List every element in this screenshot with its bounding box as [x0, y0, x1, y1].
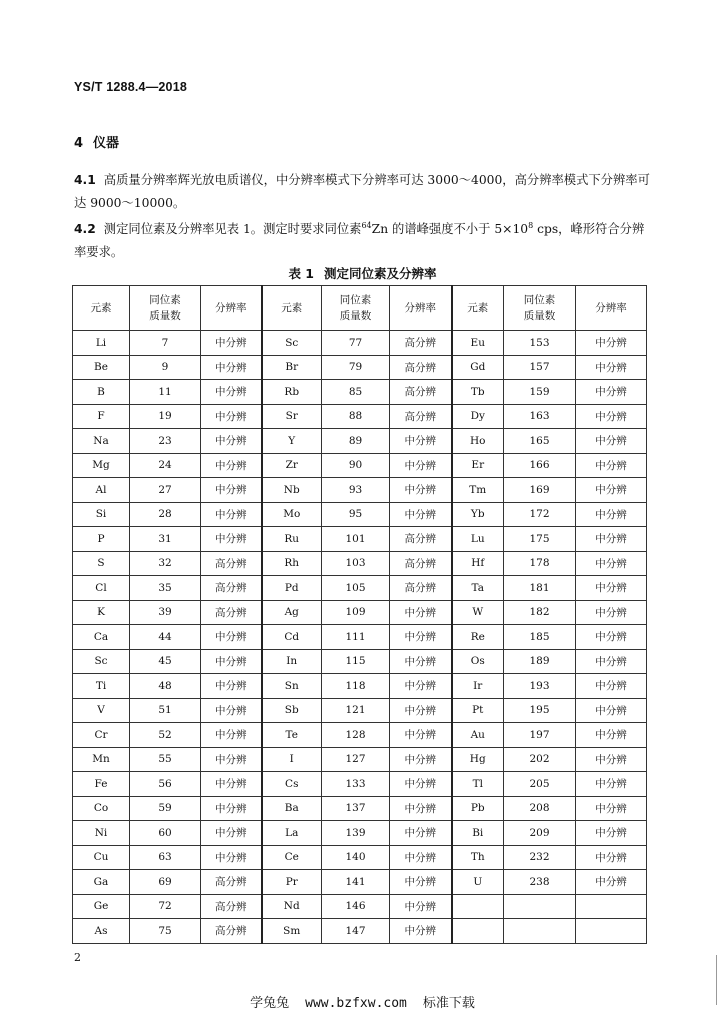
- mass-number-cell: 93: [322, 478, 390, 503]
- table-row: [73, 894, 647, 919]
- element-cell: Te: [262, 723, 322, 748]
- element-cell: Gd: [452, 355, 504, 380]
- mass-number-cell: 172: [504, 502, 576, 527]
- mass-number-cell: 166: [504, 453, 576, 478]
- element-cell: Zr: [262, 453, 322, 478]
- page-number: 2: [74, 951, 81, 964]
- table-caption: [0, 264, 725, 282]
- mass-number-cell: 85: [322, 380, 390, 405]
- table-row: [73, 821, 647, 846]
- mass-number-cell: 28: [130, 502, 201, 527]
- element-cell: S: [73, 551, 130, 576]
- element-cell: Pt: [452, 698, 504, 723]
- element-cell: Lu: [452, 527, 504, 552]
- table-row: [73, 600, 647, 625]
- table-row: [73, 478, 647, 503]
- mass-number-cell: [504, 919, 576, 944]
- resolution-cell: 中分辨: [576, 600, 647, 625]
- exponent-superscript: 8: [528, 221, 534, 230]
- mass-number-cell: 147: [322, 919, 390, 944]
- mass-number-cell: 95: [322, 502, 390, 527]
- element-cell: Br: [262, 355, 322, 380]
- resolution-cell: 高分辨: [201, 919, 262, 944]
- header-cell: 分辨率: [201, 286, 262, 331]
- element-cell: Mg: [73, 453, 130, 478]
- resolution-cell: 中分辨: [390, 870, 452, 895]
- resolution-cell: 中分辨: [201, 845, 262, 870]
- resolution-cell: 中分辨: [201, 478, 262, 503]
- section-heading: [74, 132, 119, 151]
- mass-number-cell: 139: [322, 821, 390, 846]
- table-row: [73, 649, 647, 674]
- table-row: [73, 674, 647, 699]
- mass-number-cell: 75: [130, 919, 201, 944]
- resolution-cell: 中分辨: [576, 747, 647, 772]
- mass-number-cell: 163: [504, 404, 576, 429]
- element-cell: Ta: [452, 576, 504, 601]
- element-cell: La: [262, 821, 322, 846]
- mass-number-cell: 39: [130, 600, 201, 625]
- table-row: [73, 625, 647, 650]
- mass-number-cell: 56: [130, 772, 201, 797]
- element-cell: Ga: [73, 870, 130, 895]
- resolution-cell: 中分辨: [201, 649, 262, 674]
- mass-number-cell: 27: [130, 478, 201, 503]
- element-cell: Rh: [262, 551, 322, 576]
- resolution-cell: 中分辨: [201, 404, 262, 429]
- resolution-cell: 高分辨: [390, 551, 452, 576]
- resolution-cell: 中分辨: [390, 600, 452, 625]
- element-cell: Hf: [452, 551, 504, 576]
- mass-number-cell: 72: [130, 894, 201, 919]
- footer-right-text: 标准下载: [422, 996, 475, 1011]
- mass-number-cell: 79: [322, 355, 390, 380]
- element-cell: Sn: [262, 674, 322, 699]
- mass-number-cell: 32: [130, 551, 201, 576]
- resolution-cell: 高分辨: [201, 894, 262, 919]
- clause-number: 4.1: [74, 173, 96, 187]
- mass-number-cell: 140: [322, 845, 390, 870]
- resolution-cell: 中分辨: [390, 796, 452, 821]
- mass-number-cell: 103: [322, 551, 390, 576]
- resolution-cell: 中分辨: [390, 894, 452, 919]
- mass-number-cell: 24: [130, 453, 201, 478]
- mass-number-cell: 59: [130, 796, 201, 821]
- element-cell: Sb: [262, 698, 322, 723]
- isotope-superscript: 64: [361, 221, 372, 230]
- element-cell: Cu: [73, 845, 130, 870]
- mass-number-cell: 209: [504, 821, 576, 846]
- element-cell: Er: [452, 453, 504, 478]
- table-row: [73, 551, 647, 576]
- element-cell: Mo: [262, 502, 322, 527]
- element-cell: Mn: [73, 747, 130, 772]
- resolution-cell: 中分辨: [390, 919, 452, 944]
- element-cell: Ti: [73, 674, 130, 699]
- resolution-cell: 中分辨: [201, 380, 262, 405]
- mass-number-cell: 55: [130, 747, 201, 772]
- resolution-cell: 中分辨: [390, 502, 452, 527]
- resolution-cell: 中分辨: [576, 429, 647, 454]
- element-cell: Y: [262, 429, 322, 454]
- element-cell: Th: [452, 845, 504, 870]
- clause-4-2: [74, 214, 654, 264]
- resolution-cell: 中分辨: [201, 747, 262, 772]
- element-cell: Sm: [262, 919, 322, 944]
- clause-text-c: cps，峰形符合分辨率要求。: [74, 222, 645, 260]
- table-header-row: [73, 286, 647, 331]
- mass-number-cell: 19: [130, 404, 201, 429]
- element-cell: Pd: [262, 576, 322, 601]
- mass-number-cell: 185: [504, 625, 576, 650]
- element-cell: Sc: [262, 331, 322, 356]
- resolution-cell: 高分辨: [201, 576, 262, 601]
- resolution-cell: 高分辨: [390, 355, 452, 380]
- mass-number-cell: 205: [504, 772, 576, 797]
- mass-number-cell: 23: [130, 429, 201, 454]
- mass-number-cell: [504, 894, 576, 919]
- resolution-cell: 中分辨: [576, 453, 647, 478]
- element-cell: [452, 919, 504, 944]
- element-cell: K: [73, 600, 130, 625]
- mass-number-cell: 111: [322, 625, 390, 650]
- element-cell: Ru: [262, 527, 322, 552]
- mass-number-cell: 153: [504, 331, 576, 356]
- resolution-cell: 中分辨: [390, 747, 452, 772]
- element-cell: I: [262, 747, 322, 772]
- resolution-cell: 中分辨: [390, 625, 452, 650]
- element-cell: [452, 894, 504, 919]
- resolution-cell: 高分辨: [390, 380, 452, 405]
- element-cell: Rb: [262, 380, 322, 405]
- mass-number-cell: 7: [130, 331, 201, 356]
- mass-number-cell: 109: [322, 600, 390, 625]
- mass-number-cell: 69: [130, 870, 201, 895]
- section-number: 4: [74, 136, 84, 151]
- element-cell: P: [73, 527, 130, 552]
- table-row: [73, 870, 647, 895]
- resolution-cell: 中分辨: [576, 796, 647, 821]
- table-row: [73, 355, 647, 380]
- element-cell: Nd: [262, 894, 322, 919]
- header-cell: 元素: [262, 286, 322, 331]
- element-cell: Yb: [452, 502, 504, 527]
- resolution-cell: 中分辨: [201, 821, 262, 846]
- resolution-cell: 中分辨: [201, 772, 262, 797]
- table-row: [73, 429, 647, 454]
- mass-number-cell: 181: [504, 576, 576, 601]
- resolution-cell: 高分辨: [390, 331, 452, 356]
- resolution-cell: 中分辨: [576, 698, 647, 723]
- mass-number-cell: 44: [130, 625, 201, 650]
- scan-edge-line: [716, 955, 717, 1005]
- resolution-cell: 中分辨: [201, 527, 262, 552]
- resolution-cell: 中分辨: [576, 674, 647, 699]
- element-cell: Ag: [262, 600, 322, 625]
- mass-number-cell: 89: [322, 429, 390, 454]
- element-cell: Ce: [262, 845, 322, 870]
- element-cell: Sc: [73, 649, 130, 674]
- resolution-cell: 中分辨: [576, 845, 647, 870]
- table-number: 表 1: [288, 266, 315, 281]
- resolution-cell: 中分辨: [201, 625, 262, 650]
- mass-number-cell: 9: [130, 355, 201, 380]
- resolution-cell: 中分辨: [201, 674, 262, 699]
- element-cell: Fe: [73, 772, 130, 797]
- mass-number-cell: 197: [504, 723, 576, 748]
- table-row: [73, 772, 647, 797]
- resolution-cell: 中分辨: [576, 527, 647, 552]
- resolution-cell: 中分辨: [576, 551, 647, 576]
- mass-number-cell: 133: [322, 772, 390, 797]
- resolution-cell: 高分辨: [201, 551, 262, 576]
- table-row: [73, 919, 647, 944]
- element-cell: Be: [73, 355, 130, 380]
- mass-number-cell: 45: [130, 649, 201, 674]
- resolution-cell: 中分辨: [576, 380, 647, 405]
- element-cell: Al: [73, 478, 130, 503]
- mass-number-cell: 35: [130, 576, 201, 601]
- element-cell: B: [73, 380, 130, 405]
- element-cell: Cs: [262, 772, 322, 797]
- mass-number-cell: 157: [504, 355, 576, 380]
- resolution-cell: 中分辨: [390, 821, 452, 846]
- resolution-cell: 中分辨: [390, 772, 452, 797]
- element-cell: Co: [73, 796, 130, 821]
- mass-number-cell: 88: [322, 404, 390, 429]
- table-title: 测定同位素及分辨率: [324, 266, 437, 281]
- footer: [0, 992, 725, 1011]
- resolution-cell: 高分辨: [201, 600, 262, 625]
- element-cell: Nb: [262, 478, 322, 503]
- mass-number-cell: 238: [504, 870, 576, 895]
- resolution-cell: 中分辨: [201, 355, 262, 380]
- mass-number-cell: 232: [504, 845, 576, 870]
- element-cell: Au: [452, 723, 504, 748]
- element-cell: Pr: [262, 870, 322, 895]
- mass-number-cell: 169: [504, 478, 576, 503]
- element-cell: Ni: [73, 821, 130, 846]
- resolution-cell: 中分辨: [201, 429, 262, 454]
- resolution-cell: 中分辨: [390, 429, 452, 454]
- mass-number-cell: 189: [504, 649, 576, 674]
- resolution-cell: 中分辨: [576, 649, 647, 674]
- element-cell: As: [73, 919, 130, 944]
- resolution-cell: 中分辨: [390, 478, 452, 503]
- mass-number-cell: 165: [504, 429, 576, 454]
- element-cell: Tb: [452, 380, 504, 405]
- table-row: [73, 723, 647, 748]
- mass-number-cell: 202: [504, 747, 576, 772]
- resolution-cell: 中分辨: [201, 698, 262, 723]
- element-cell: Ba: [262, 796, 322, 821]
- table-row: [73, 380, 647, 405]
- element-cell: Pb: [452, 796, 504, 821]
- resolution-cell: 中分辨: [201, 331, 262, 356]
- mass-number-cell: 51: [130, 698, 201, 723]
- clause-text-b: Zn 的谱峰强度不小于 5×10: [371, 222, 529, 237]
- mass-number-cell: 127: [322, 747, 390, 772]
- clause-4-1: [74, 169, 654, 215]
- element-cell: Re: [452, 625, 504, 650]
- mass-number-cell: 128: [322, 723, 390, 748]
- table-row: [73, 453, 647, 478]
- header-cell: 同位素 质量数: [322, 286, 390, 331]
- mass-number-cell: 77: [322, 331, 390, 356]
- mass-number-cell: 182: [504, 600, 576, 625]
- resolution-cell: 中分辨: [201, 796, 262, 821]
- mass-number-cell: 141: [322, 870, 390, 895]
- header-cell: 同位素 质量数: [504, 286, 576, 331]
- footer-site-url: www.bzfxw.com: [305, 996, 407, 1011]
- resolution-cell: 中分辨: [390, 649, 452, 674]
- resolution-cell: 中分辨: [576, 723, 647, 748]
- element-cell: Ir: [452, 674, 504, 699]
- element-cell: Cd: [262, 625, 322, 650]
- resolution-cell: 高分辨: [201, 870, 262, 895]
- resolution-cell: 中分辨: [576, 625, 647, 650]
- header-cell: 元素: [452, 286, 504, 331]
- resolution-cell: 中分辨: [576, 772, 647, 797]
- element-cell: U: [452, 870, 504, 895]
- element-cell: F: [73, 404, 130, 429]
- resolution-cell: 高分辨: [390, 527, 452, 552]
- resolution-cell: 高分辨: [390, 404, 452, 429]
- element-cell: Ge: [73, 894, 130, 919]
- clause-number: 4.2: [74, 222, 96, 237]
- mass-number-cell: 11: [130, 380, 201, 405]
- resolution-cell: 中分辨: [390, 723, 452, 748]
- mass-number-cell: 52: [130, 723, 201, 748]
- section-title: 仪器: [93, 136, 120, 151]
- mass-number-cell: 146: [322, 894, 390, 919]
- element-cell: Ca: [73, 625, 130, 650]
- mass-number-cell: 178: [504, 551, 576, 576]
- mass-number-cell: 101: [322, 527, 390, 552]
- standard-number: YS/T 1288.4—2018: [74, 80, 187, 94]
- resolution-cell: 高分辨: [390, 576, 452, 601]
- element-cell: Hg: [452, 747, 504, 772]
- mass-number-cell: 121: [322, 698, 390, 723]
- resolution-cell: 中分辨: [390, 674, 452, 699]
- mass-number-cell: 48: [130, 674, 201, 699]
- element-cell: Tm: [452, 478, 504, 503]
- mass-number-cell: 159: [504, 380, 576, 405]
- table-row: [73, 576, 647, 601]
- element-cell: Dy: [452, 404, 504, 429]
- mass-number-cell: 195: [504, 698, 576, 723]
- resolution-cell: 中分辨: [390, 698, 452, 723]
- header-cell: 分辨率: [390, 286, 452, 331]
- element-cell: Na: [73, 429, 130, 454]
- resolution-cell: 中分辨: [201, 502, 262, 527]
- resolution-cell: 中分辨: [576, 870, 647, 895]
- clause-text: 高质量分辨率辉光放电质谱仪，中分辨率模式下分辨率可达 3000～4000，高分辨率模式下分辨率可达 9000～10000。: [74, 173, 650, 210]
- mass-number-cell: 175: [504, 527, 576, 552]
- resolution-cell: 中分辨: [390, 845, 452, 870]
- element-cell: Si: [73, 502, 130, 527]
- element-cell: W: [452, 600, 504, 625]
- element-cell: Eu: [452, 331, 504, 356]
- mass-number-cell: 31: [130, 527, 201, 552]
- mass-number-cell: 193: [504, 674, 576, 699]
- table-row: [73, 796, 647, 821]
- resolution-cell: 中分辨: [576, 478, 647, 503]
- resolution-cell: 中分辨: [201, 453, 262, 478]
- resolution-cell: 中分辨: [576, 821, 647, 846]
- table-row: [73, 747, 647, 772]
- mass-number-cell: 63: [130, 845, 201, 870]
- resolution-cell: 中分辨: [576, 502, 647, 527]
- resolution-cell: 中分辨: [390, 453, 452, 478]
- isotope-resolution-table: [72, 285, 647, 944]
- table-row: [73, 845, 647, 870]
- mass-number-cell: 90: [322, 453, 390, 478]
- table-row: [73, 502, 647, 527]
- table-row: [73, 698, 647, 723]
- element-cell: Bi: [452, 821, 504, 846]
- table-row: [73, 404, 647, 429]
- resolution-cell: [576, 894, 647, 919]
- element-cell: Tl: [452, 772, 504, 797]
- element-cell: Sr: [262, 404, 322, 429]
- resolution-cell: 中分辨: [576, 576, 647, 601]
- element-cell: Ho: [452, 429, 504, 454]
- element-cell: Cl: [73, 576, 130, 601]
- element-cell: In: [262, 649, 322, 674]
- header-cell: 元素: [73, 286, 130, 331]
- clause-text-a: 测定同位素及分辨率见表 1。测定时要求同位素: [103, 222, 362, 237]
- resolution-cell: 中分辨: [201, 723, 262, 748]
- element-cell: Cr: [73, 723, 130, 748]
- mass-number-cell: 105: [322, 576, 390, 601]
- element-cell: Os: [452, 649, 504, 674]
- resolution-cell: [576, 919, 647, 944]
- mass-number-cell: 115: [322, 649, 390, 674]
- mass-number-cell: 118: [322, 674, 390, 699]
- footer-left-text: 学兔兔: [250, 996, 290, 1011]
- mass-number-cell: 208: [504, 796, 576, 821]
- resolution-cell: 中分辨: [576, 331, 647, 356]
- resolution-cell: 中分辨: [576, 355, 647, 380]
- mass-number-cell: 137: [322, 796, 390, 821]
- element-cell: V: [73, 698, 130, 723]
- resolution-cell: 中分辨: [576, 404, 647, 429]
- header-cell: 分辨率: [576, 286, 647, 331]
- element-cell: Li: [73, 331, 130, 356]
- header-cell: 同位素 质量数: [130, 286, 201, 331]
- table-row: [73, 527, 647, 552]
- table-row: [73, 331, 647, 356]
- mass-number-cell: 60: [130, 821, 201, 846]
